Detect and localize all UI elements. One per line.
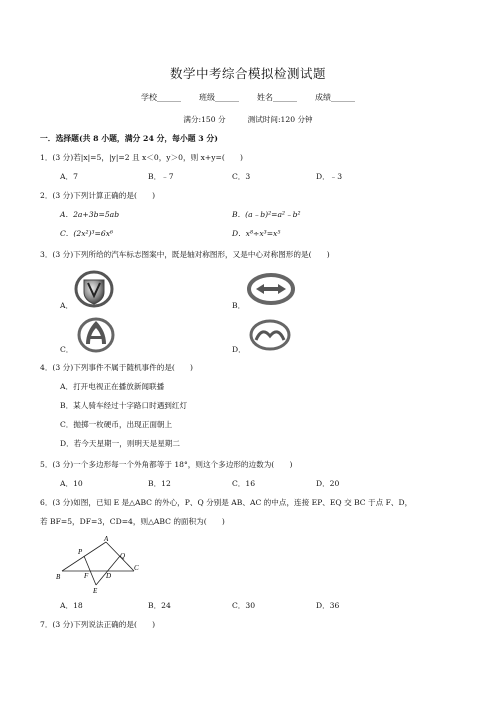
fig-label-c: C bbox=[134, 564, 139, 572]
question-7-stem: 7．(3 分)下列说法正确的是( ) bbox=[40, 620, 156, 629]
score-field: 成绩______ bbox=[315, 93, 355, 102]
q6-option-c: C．30 bbox=[232, 601, 256, 610]
q3-option-c: C． bbox=[60, 345, 74, 354]
q1-option-d: D．﹣3 bbox=[316, 172, 343, 181]
q2-option-b: B．(a﹣b)²=a²﹣b² bbox=[232, 210, 301, 219]
q3-option-b: B． bbox=[232, 301, 246, 310]
question-6-stem-line2: 若 BF=5，DF=3，CD=4，则△ABC 的面积为( ) bbox=[40, 517, 225, 526]
question-2-stem: 2．(3 分)下列计算正确的是( ) bbox=[40, 191, 156, 200]
student-info-row bbox=[0, 92, 496, 103]
q6-option-a: A．18 bbox=[60, 601, 83, 610]
car-logo-a-image bbox=[74, 270, 114, 308]
question-5-stem: 5．(3 分)一个多边形每一个外角都等于 18°，则这个多边形的边数为( ) bbox=[40, 460, 293, 469]
q6-option-b: B．24 bbox=[148, 601, 171, 610]
fig-label-p: P bbox=[78, 548, 83, 556]
q5-option-d: D．20 bbox=[316, 479, 340, 488]
question-6-stem-line1: 6．(3 分)如图，已知 E 是△ABC 的外心，P、Q 分别是 AB、AC 的中点，连接 EP、EQ 交 BC 于点 F、D， bbox=[40, 498, 413, 507]
class-field: 班级______ bbox=[199, 93, 239, 102]
fig-label-a: A bbox=[104, 535, 109, 543]
school-field: 学校______ bbox=[141, 93, 181, 102]
full-marks: 满分:150 分 bbox=[183, 115, 226, 124]
q4-option-b: B．某人骑车经过十字路口时遇到红灯 bbox=[60, 401, 188, 410]
q5-option-c: C．16 bbox=[232, 479, 256, 488]
q2-option-a: A．2a+3b=5ab bbox=[60, 210, 120, 219]
q6-option-d: D．36 bbox=[316, 601, 340, 610]
q5-option-b: B．12 bbox=[148, 479, 171, 488]
q4-option-d: D．若今天星期一，则明天是星期二 bbox=[60, 439, 180, 448]
q3-option-a: A． bbox=[60, 301, 74, 310]
q6-triangle-figure bbox=[56, 535, 146, 595]
q2-option-c: C．(2x²)³=6x⁶ bbox=[60, 229, 114, 238]
q1-option-c: C．3 bbox=[232, 172, 251, 181]
page-title: 数学中考综合模拟检测试题 bbox=[169, 66, 326, 81]
car-logo-c-image bbox=[76, 316, 116, 354]
exam-time: 测试时间:120 分钟 bbox=[247, 115, 313, 124]
fig-label-f: F bbox=[84, 572, 89, 580]
q1-option-a: A．7 bbox=[60, 172, 78, 181]
question-3-stem: 3．(3 分)下列所给的汽车标志图案中，既是轴对称图形，又是中心对称图形的是( ) bbox=[40, 250, 330, 259]
fig-label-b: B bbox=[56, 573, 61, 581]
question-1-stem: 1．(3 分)若|x|=5，|y|=2 且 x＜0，y＞0，则 x+y=( ) bbox=[40, 153, 244, 162]
name-field: 姓名______ bbox=[257, 93, 297, 102]
q2-option-d: D．x⁸÷x³=x⁵ bbox=[232, 229, 281, 238]
q3-option-d: D． bbox=[232, 345, 246, 354]
q4-option-a: A．打开电视正在播放新闻联播 bbox=[60, 382, 165, 391]
fig-label-q: Q bbox=[120, 552, 126, 560]
section-heading: 一．选择题(共 8 小题，满分 24 分，每小题 3 分) bbox=[40, 134, 218, 143]
fig-label-d: D bbox=[106, 572, 112, 580]
fig-label-e: E bbox=[93, 587, 98, 595]
q5-option-a: A．10 bbox=[60, 479, 83, 488]
q4-option-c: C．抛掷一枚硬币，出现正面朝上 bbox=[60, 420, 173, 429]
question-4-stem: 4．(3 分)下列事件不属于随机事件的是( ) bbox=[40, 363, 194, 372]
car-logo-d-image bbox=[248, 318, 292, 352]
q1-option-b: B．﹣7 bbox=[148, 172, 174, 181]
exam-meta-row bbox=[0, 114, 496, 125]
car-logo-b-image bbox=[246, 272, 296, 306]
